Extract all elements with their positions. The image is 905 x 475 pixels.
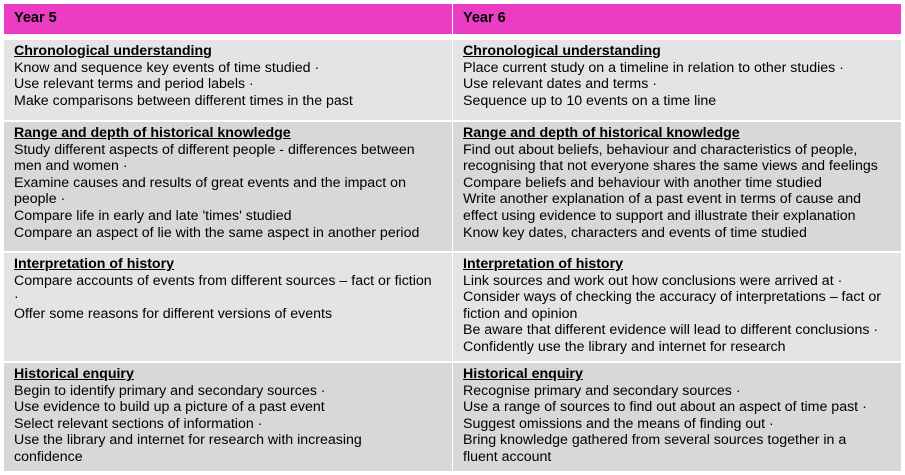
- objective-line: effect using evidence to support and illustrate their explanation: [463, 207, 856, 224]
- section-heading: Range and depth of historical knowledge: [14, 125, 291, 141]
- objective-line: Confidently use the library and internet for research: [463, 338, 786, 355]
- objective-line: Offer some reasons for different versions of events: [14, 305, 333, 322]
- objective-line: Bring knowledge gathered from several sources together in a: [463, 432, 847, 449]
- objective-line: ·: [14, 289, 19, 306]
- year6-cell: [453, 122, 901, 251]
- objective-line: confidence: [14, 448, 83, 465]
- objective-line: Begin to identify primary and secondary sources ·: [14, 382, 326, 399]
- objective-line: Make comparisons between different times in the past: [14, 92, 353, 109]
- objective-line: Place current study on a timeline in relation to other studies ·: [463, 59, 844, 76]
- objective-line: Compare life in early and late 'times' studied: [14, 207, 292, 224]
- header-year6: Year 6: [453, 4, 901, 34]
- objective-line: Consider ways of checking the accuracy of interpretations – fact or: [463, 289, 881, 306]
- section-row: [4, 122, 901, 251]
- objective-line: Suggest omissions and the means of finding out ·: [463, 415, 774, 432]
- section-row: [4, 40, 901, 120]
- objective-line: Know key dates, characters and events of time studied: [463, 224, 807, 241]
- section-row: [4, 253, 901, 361]
- objective-line: Know and sequence key events of time studied ·: [14, 59, 320, 76]
- year6-cell: [453, 363, 901, 471]
- year5-cell: [4, 122, 452, 251]
- objective-line: fiction and opinion: [463, 305, 578, 322]
- year5-cell: [4, 40, 452, 120]
- objective-line: Be aware that different evidence will lead to different conclusions ·: [463, 322, 879, 339]
- objective-line: Use the library and internet for research with increasing: [14, 432, 362, 449]
- objective-line: Compare accounts of events from different sources – fact or fiction: [14, 272, 432, 289]
- objective-line: Compare an aspect of lie with the same aspect in another period: [14, 224, 420, 241]
- curriculum-table: [4, 4, 901, 472]
- section-row: [4, 363, 901, 471]
- year6-cell: [453, 253, 901, 361]
- objective-line: Link sources and work out how conclusions were arrived at ·: [463, 272, 843, 289]
- section-heading: Chronological understanding: [14, 43, 212, 59]
- objective-line: Sequence up to 10 events on a time line: [463, 92, 717, 109]
- objective-line: Use evidence to build up a picture of a past event: [14, 399, 325, 416]
- year6-cell: [453, 40, 901, 120]
- objective-line: Write another explanation of a past event in terms of cause and: [463, 191, 862, 208]
- section-heading: Interpretation of history: [463, 256, 624, 272]
- objective-line: Study different aspects of different people - differences between: [14, 141, 415, 158]
- section-heading: Interpretation of history: [14, 256, 175, 272]
- objective-line: people ·: [14, 191, 66, 208]
- objective-line: Select relevant sections of information ·: [14, 415, 263, 432]
- section-heading: Historical enquiry: [463, 366, 583, 382]
- year5-cell: [4, 363, 452, 471]
- objective-line: men and women ·: [14, 158, 128, 175]
- objective-line: Use a range of sources to find out about an aspect of time past ·: [463, 399, 867, 416]
- section-heading: Chronological understanding: [463, 43, 661, 59]
- year5-cell: [4, 253, 452, 361]
- header-year5: Year 5: [4, 4, 452, 34]
- objective-line: Use relevant dates and terms ·: [463, 76, 657, 93]
- objective-line: fluent account: [463, 448, 552, 465]
- objective-line: Use relevant terms and period labels ·: [14, 76, 254, 93]
- objective-line: Compare beliefs and behaviour with another time studied: [463, 174, 822, 191]
- section-heading: Historical enquiry: [14, 366, 134, 382]
- objective-line: Examine causes and results of great events and the impact on: [14, 174, 406, 191]
- objective-line: recognising that not everyone shares the same views and feelings: [463, 158, 878, 175]
- objective-line: Recognise primary and secondary sources ·: [463, 382, 741, 399]
- section-heading: Range and depth of historical knowledge: [463, 125, 740, 141]
- objective-line: Find out about beliefs, behaviour and characteristics of people,: [463, 141, 858, 158]
- header-row: [4, 4, 901, 34]
